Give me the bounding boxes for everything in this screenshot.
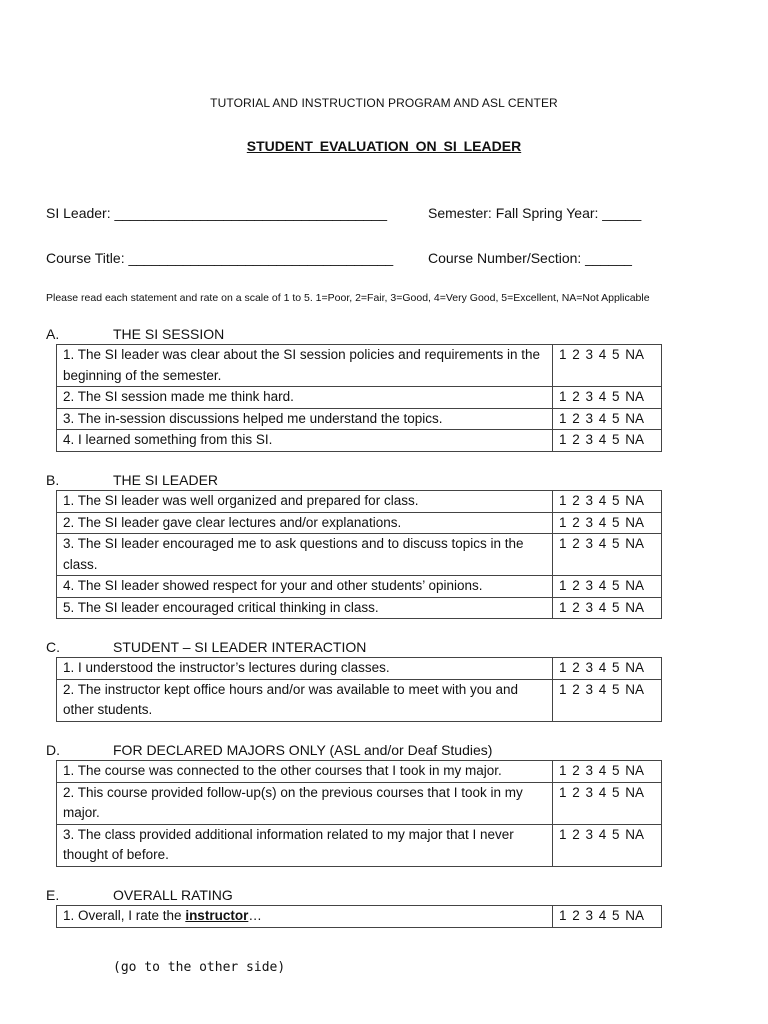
statement-cell: 2. The SI leader gave clear lectures and/or explanations.	[57, 512, 553, 534]
statement-cell: 1. The SI leader was well organized and prepared for class.	[57, 491, 553, 513]
continue-note: (go to the other side)	[113, 960, 286, 975]
section-b-table	[56, 490, 662, 619]
section-c-table	[56, 657, 662, 722]
statement-cell: 4. I learned something from this SI.	[57, 430, 553, 452]
table-row	[57, 658, 662, 680]
rating-scale-cell[interactable]: 1 2 3 4 5 NA	[553, 430, 662, 452]
statement-cell: 3. The SI leader encouraged me to ask questions and to discuss topics in the class.	[57, 534, 553, 576]
statement-prefix: 1. Overall, I rate the	[63, 908, 186, 923]
table-row	[57, 491, 662, 513]
statement-suffix: …	[248, 908, 262, 923]
rating-scale-cell[interactable]: 1 2 3 4 5 NA	[553, 491, 662, 513]
section-title: OVERALL RATING	[113, 887, 233, 903]
semester-field: Semester: Fall Spring Year: _____	[428, 205, 642, 221]
table-row	[57, 345, 662, 387]
field-row-leader	[46, 205, 642, 221]
table-row	[57, 761, 662, 783]
course-title-field: Course Title: __________________________________	[46, 250, 394, 266]
rating-scale-cell[interactable]: 1 2 3 4 5 NA	[553, 512, 662, 534]
section-title: FOR DECLARED MAJORS ONLY (ASL and/or Deaf Studies)	[113, 742, 493, 758]
section-heading	[46, 324, 662, 344]
si-leader-field: SI Leader: ___________________________________	[46, 205, 388, 221]
section-letter: C.	[46, 639, 60, 655]
table-row	[57, 387, 662, 409]
section-a-table	[56, 344, 662, 452]
statement-cell: 2. This course provided follow-up(s) on the previous courses that I took in my major.	[57, 782, 553, 824]
rating-scale-cell[interactable]: 1 2 3 4 5 NA	[553, 387, 662, 409]
table-row	[57, 906, 662, 928]
rating-scale-cell[interactable]: 1 2 3 4 5 NA	[553, 679, 662, 721]
section-letter: A.	[46, 326, 60, 342]
section-d	[46, 740, 662, 867]
section-letter: E.	[46, 887, 60, 903]
rating-scale-cell[interactable]: 1 2 3 4 5 NA	[553, 597, 662, 619]
rating-instructions: Please read each statement and rate on a scale of 1 to 5. 1=Poor, 2=Fair, 3=Good, 4=Very Good, 5=Excellent, NA=Not Applicable	[46, 292, 650, 304]
section-title: STUDENT – SI LEADER INTERACTION	[113, 639, 367, 655]
statement-cell: 3. The class provided additional information related to my major that I never thought of before.	[57, 824, 553, 866]
statement-cell: 1. I understood the instructor’s lectures during classes.	[57, 658, 553, 680]
table-row	[57, 512, 662, 534]
table-row	[57, 679, 662, 721]
table-row	[57, 782, 662, 824]
statement-cell: 3. The in-session discussions helped me understand the topics.	[57, 408, 553, 430]
rating-scale-cell[interactable]: 1 2 3 4 5 NA	[553, 345, 662, 387]
section-e	[46, 885, 662, 928]
organization-title: TUTORIAL AND INSTRUCTION PROGRAM AND ASL CENTER	[210, 96, 558, 110]
course-number-field: Course Number/Section: ______	[428, 250, 632, 266]
section-d-table	[56, 760, 662, 867]
rating-scale-cell[interactable]: 1 2 3 4 5 NA	[553, 408, 662, 430]
rating-scale-cell[interactable]: 1 2 3 4 5 NA	[553, 576, 662, 598]
section-heading	[46, 740, 662, 760]
statement-cell: 2. The instructor kept office hours and/or was available to meet with you and other students.	[57, 679, 553, 721]
statement-emphasis: instructor	[185, 908, 249, 923]
section-c	[46, 637, 662, 722]
section-heading	[46, 470, 662, 490]
rating-scale-cell[interactable]: 1 2 3 4 5 NA	[553, 761, 662, 783]
table-row	[57, 597, 662, 619]
rating-scale-cell[interactable]: 1 2 3 4 5 NA	[553, 906, 662, 928]
rating-scale-cell[interactable]: 1 2 3 4 5 NA	[553, 824, 662, 866]
rating-scale-cell[interactable]: 1 2 3 4 5 NA	[553, 782, 662, 824]
section-letter: B.	[46, 472, 60, 488]
statement-cell: 5. The SI leader encouraged critical thinking in class.	[57, 597, 553, 619]
section-heading	[46, 885, 662, 905]
section-e-table	[56, 905, 662, 928]
statement-cell: 1. The course was connected to the other courses that I took in my major.	[57, 761, 553, 783]
statement-cell	[57, 906, 553, 928]
section-a	[46, 324, 662, 452]
section-b	[46, 470, 662, 619]
section-heading	[46, 637, 662, 657]
statement-cell: 4. The SI leader showed respect for your and other students’ opinions.	[57, 576, 553, 598]
table-row	[57, 576, 662, 598]
table-row	[57, 534, 662, 576]
rating-scale-cell[interactable]: 1 2 3 4 5 NA	[553, 658, 662, 680]
rating-scale-cell[interactable]: 1 2 3 4 5 NA	[553, 534, 662, 576]
statement-cell: 2. The SI session made me think hard.	[57, 387, 553, 409]
table-row	[57, 824, 662, 866]
section-title: THE SI LEADER	[113, 472, 219, 488]
table-row	[57, 430, 662, 452]
field-row-course	[46, 250, 632, 266]
section-letter: D.	[46, 742, 60, 758]
form-title: STUDENT EVALUATION ON SI LEADER	[246, 138, 522, 154]
table-row	[57, 408, 662, 430]
section-title: THE SI SESSION	[113, 326, 225, 342]
statement-cell: 1. The SI leader was clear about the SI session policies and requirements in the beginning of the semester.	[57, 345, 553, 387]
